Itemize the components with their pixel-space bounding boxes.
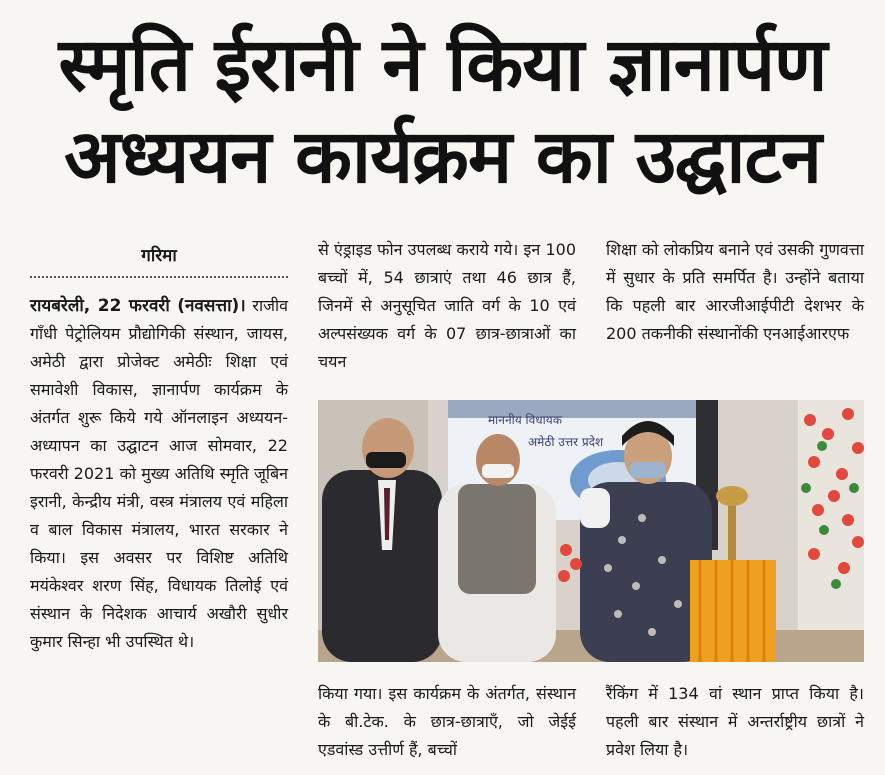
article-column-1: [30, 292, 288, 656]
banner-text-2: अमेठी उत्तर प्रदेश: [528, 435, 604, 449]
previous-article-strip: [0, 0, 885, 10]
column-2-bottom-text: किया गया। इस कार्यक्रम के अंतर्गत, संस्थान के बी.टेक. के छात्र-छात्राएँ, जो जेईई एडवांस्ड उत्तीर्ण हैं, बच्चों: [318, 684, 576, 759]
previous-article-text-cropped: [0, 0, 885, 6]
headline-line-1: स्मृति ईरानी ने किया ज्ञानार्पण: [58, 22, 827, 108]
byline-divider: [30, 276, 288, 278]
column-3-top-text: शिक्षा को लोकप्रिय बनाने एवं उसकी गुणवत्ता में सुधार के प्रति समर्पित है। उन्होंने बताया कि पहली बार आरजीआईपीटी देशभर के 200 तकनीकी संस्थानोंकी एनआईआरएफ: [606, 240, 864, 343]
headline-line-2: अध्ययन कार्यक्रम का उद्घाटन: [64, 114, 821, 200]
article-column-2-top: [318, 236, 576, 376]
article-column-3-top: [606, 236, 864, 348]
banner-text-1: माननीय विधायक: [488, 413, 562, 427]
column-2-top-text: से एंड्राइड फोन उपलब्ध कराये गये। इन 100 बच्चों में, 54 छात्राएं तथा 46 छात्र हैं, जिनमें से अनुसूचित जाति वर्ग के 10 एवं अल्पसंख्यक वर्ग के 07 छात्र-छात्राओं का चयन: [318, 240, 576, 371]
byline: गरिमा: [141, 246, 177, 266]
event-photo: [318, 400, 864, 662]
article-column-3-bottom: [606, 680, 864, 764]
article-column-2-bottom: [318, 680, 576, 764]
column-1-text: राजीव गाँधी पेट्रोलियम प्रौद्योगिकी संस्थान, जायस, अमेठी द्वारा प्रोजेक्ट अमेठीः शिक्षा एवं समावेशी विकास, ज्ञानार्पण कार्यक्रम के अंतर्गत शुरू किये गये ऑनलाइन अध्ययन-अध्यापन का उद्घाटन आज सोमवार, 22 फरवरी 2021 को मुख्य अतिथि स्मृति जूबिन इरानी, केन्द्रीय मंत्री, वस्त्र मंत्रालय एवं महिला व बाल विकास मंत्रालय, भारत सरकार ने किया। इस अवसर पर विशिष्ट अतिथि मयंकेश्वर शरण सिंह, विधायक तिलोई एवं संस्थान के निदेशक आचार्य अखौरी सुधीर कुमार सिन्हा भी उपस्थित थे।: [30, 296, 288, 651]
dateline: रायबरेली, 22 फरवरी (नवसत्ता)।: [30, 296, 246, 316]
column-3-bottom-text: रैंकिंग में 134 वां स्थान प्राप्त किया है। पहली बार संस्थान में अन्तर्राष्ट्रीय छात्रों ने प्रवेश लिया है।: [606, 684, 864, 759]
